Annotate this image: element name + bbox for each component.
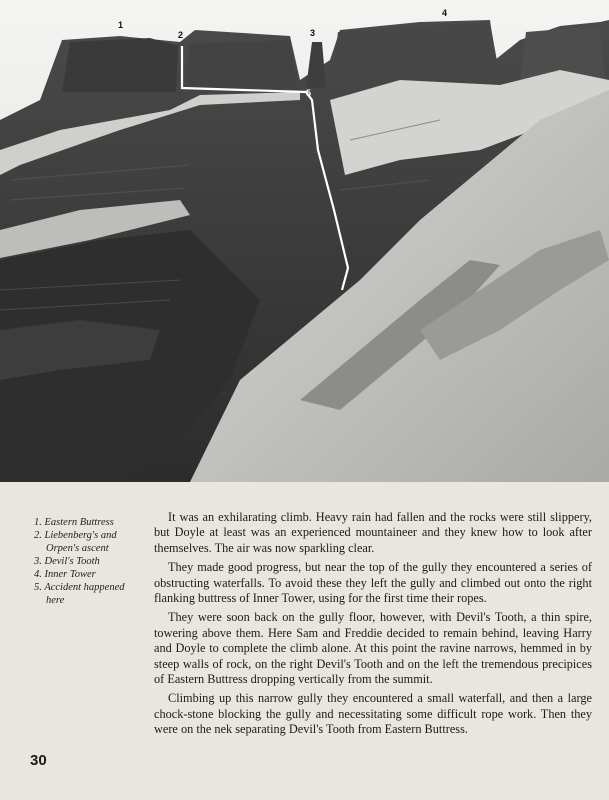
marker-1: 1 xyxy=(118,20,124,30)
paragraph: It was an exhilarating climb. Heavy rain had fallen and the rocks were still slippery, but Doyle at least was an experienced mountaineer and they knew how to look after themselves. The air was now sparkling clear. xyxy=(154,510,592,555)
marker-3: 3 xyxy=(310,28,316,38)
paragraph: They made good progress, but near the top of the gully they encountered a series of obstructing waterfalls. To avoid these they left the gully and climbed out onto the right flanking buttress of Inner Tower, using for the first time their ropes. xyxy=(154,560,592,606)
paragraph: Climbing up this narrow gully they encountered a small waterfall, and then a large chock-stone blocking the gully and necessitating some difficult rope work. Then they were on the nek separating Devil's Tooth from Eastern Buttress. xyxy=(154,691,592,737)
legend-item: 2. Liebenberg's and xyxy=(34,530,117,541)
legend-item: 5. Accident happened xyxy=(34,582,125,593)
body-text xyxy=(154,510,592,742)
photo-legend xyxy=(34,516,144,607)
marker-4: 4 xyxy=(442,8,448,18)
paragraph: They were soon back on the gully floor, however, with Devil's Tooth, a thin spire, towering above them. Here Sam and Freddie decided to remain behind, leaving Harry and Doyle to complete the climb alone. At this point the ravine narrows, hemmed in by steep walls of rock, on the right Devil's Tooth and on the left the tremendous precipices of Eastern Buttress dropping vertically from the summit. xyxy=(154,610,592,687)
legend-item: 4. Inner Tower xyxy=(34,569,96,580)
legend-item: 1. Eastern Buttress xyxy=(34,517,114,528)
marker-5: 5 xyxy=(306,88,312,98)
legend-item-cont: here xyxy=(46,595,65,606)
legend-item-cont: Orpen's ascent xyxy=(46,543,109,554)
marker-2: 2 xyxy=(178,30,184,40)
page-number: 30 xyxy=(30,752,47,769)
legend-item: 3. Devil's Tooth xyxy=(34,556,100,567)
